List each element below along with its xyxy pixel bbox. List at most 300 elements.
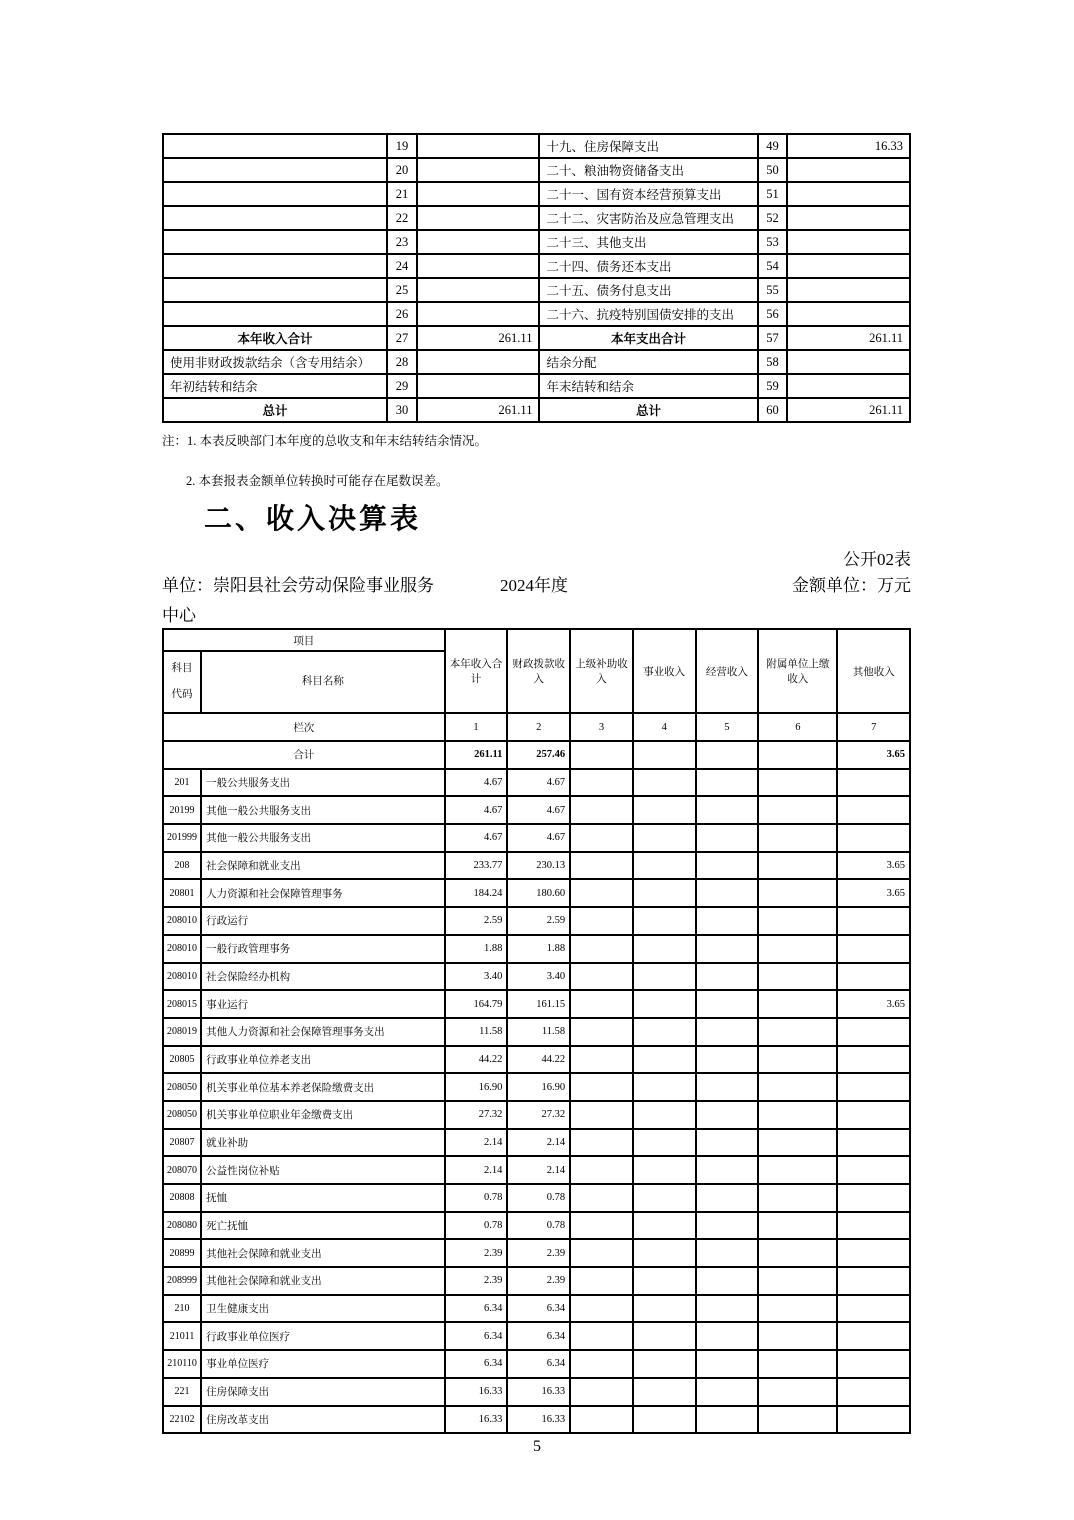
row-number-right: 50 [758, 158, 788, 182]
value-cell: 11.58 [445, 1018, 508, 1046]
row-value-left [417, 182, 540, 206]
value-cell [570, 1239, 633, 1267]
value-cell [570, 1101, 633, 1129]
row-number-left: 23 [387, 230, 417, 254]
row-number-left: 26 [387, 302, 417, 326]
row-label-left: 使用非财政拨款结余（含专用结余） [163, 350, 387, 374]
value-cell: 4.67 [507, 796, 570, 824]
value-cell: 2.14 [445, 1129, 508, 1157]
value-cell [696, 1350, 759, 1378]
row-value-left [417, 302, 540, 326]
value-cell: 0.78 [507, 1212, 570, 1240]
subject-code-cell: 20808 [163, 1184, 201, 1212]
value-cell [633, 1378, 696, 1406]
value-cell [758, 1018, 837, 1046]
value-cell: 2.39 [445, 1239, 508, 1267]
value-cell: 44.22 [445, 1046, 508, 1074]
value-cell [570, 1046, 633, 1074]
value-cell [758, 769, 837, 797]
lanci-num: 2 [507, 713, 570, 741]
row-label-left [163, 182, 387, 206]
value-cell [758, 1156, 837, 1184]
row-label-right: 二十一、国有资本经营预算支出 [539, 182, 757, 206]
value-cell: 0.78 [507, 1184, 570, 1212]
income-row [163, 824, 910, 852]
header-subject-name: 科目名称 [201, 651, 445, 713]
value-cell [570, 1073, 633, 1101]
subject-name-cell: 其他社会保障和就业支出 [201, 1239, 445, 1267]
value-cell [633, 963, 696, 991]
value-cell [570, 796, 633, 824]
value-cell [696, 852, 759, 880]
row-value-right: 261.11 [787, 398, 910, 422]
income-row [163, 796, 910, 824]
value-cell [696, 824, 759, 852]
subject-code-cell: 208050 [163, 1073, 201, 1101]
subject-code-cell: 208019 [163, 1018, 201, 1046]
value-cell [758, 907, 837, 935]
row-label-right: 二十二、灾害防治及应急管理支出 [539, 206, 757, 230]
value-cell [633, 824, 696, 852]
total-value-cell [696, 741, 759, 769]
subject-name-cell: 抚恤 [201, 1184, 445, 1212]
row-number-right: 57 [758, 326, 788, 350]
subject-code-cell: 208080 [163, 1212, 201, 1240]
value-cell: 161.15 [507, 990, 570, 1018]
income-total-row [163, 741, 910, 769]
subject-name-cell: 事业单位医疗 [201, 1350, 445, 1378]
row-label-right: 二十、粮油物资储备支出 [539, 158, 757, 182]
value-cell [837, 963, 910, 991]
table-code-label: 公开02表 [843, 550, 911, 569]
row-value-right [787, 158, 910, 182]
income-row [163, 1129, 910, 1157]
subject-name-cell: 机关事业单位职业年金缴费支出 [201, 1101, 445, 1129]
subject-code-cell: 208010 [163, 907, 201, 935]
value-cell: 2.39 [507, 1239, 570, 1267]
value-cell [837, 796, 910, 824]
subject-name-cell: 人力资源和社会保障管理事务 [201, 879, 445, 907]
row-value-right [787, 182, 910, 206]
value-cell [570, 1129, 633, 1157]
value-cell [837, 935, 910, 963]
subject-code-cell: 20801 [163, 879, 201, 907]
value-cell [696, 769, 759, 797]
value-cell [837, 1350, 910, 1378]
subject-name-cell: 行政事业单位养老支出 [201, 1046, 445, 1074]
income-row [163, 1101, 910, 1129]
row-label-left [163, 302, 387, 326]
value-cell [837, 1322, 910, 1350]
value-cell [696, 1156, 759, 1184]
value-cell [837, 1378, 910, 1406]
value-cell [633, 935, 696, 963]
subject-code-cell: 210 [163, 1295, 201, 1323]
value-cell [696, 963, 759, 991]
value-cell: 3.65 [837, 879, 910, 907]
value-cell: 4.67 [445, 796, 508, 824]
value-cell: 1.88 [507, 935, 570, 963]
income-row [163, 1267, 910, 1295]
value-cell [758, 1406, 837, 1434]
summary-row [163, 182, 910, 206]
value-cell: 0.78 [445, 1184, 508, 1212]
value-cell [633, 1018, 696, 1046]
value-cell [758, 1350, 837, 1378]
total-value-cell: 3.65 [837, 741, 910, 769]
value-cell [837, 1406, 910, 1434]
value-cell [758, 879, 837, 907]
summary-row [163, 398, 910, 422]
income-row [163, 1295, 910, 1323]
row-label-right: 年末结转和结余 [539, 374, 757, 398]
subject-name-cell: 住房改革支出 [201, 1406, 445, 1434]
income-row [163, 769, 910, 797]
value-cell [570, 1322, 633, 1350]
row-label-right: 结余分配 [539, 350, 757, 374]
value-cell [570, 1378, 633, 1406]
header-col-fiscal-appropriation: 财政拨款收入 [507, 629, 570, 713]
income-row [163, 1018, 910, 1046]
income-statement-table [162, 628, 911, 1434]
section-title: 二、收入决算表 [204, 503, 422, 534]
row-label-left: 年初结转和结余 [163, 374, 387, 398]
value-cell: 6.34 [507, 1350, 570, 1378]
year-label: 2024年度 [500, 576, 568, 595]
income-row [163, 879, 910, 907]
row-label-left [163, 206, 387, 230]
value-cell [758, 1295, 837, 1323]
subject-name-cell: 社会保险经办机构 [201, 963, 445, 991]
value-cell [570, 769, 633, 797]
value-cell [837, 1046, 910, 1074]
total-value-cell: 257.46 [507, 741, 570, 769]
subject-code-cell: 201999 [163, 824, 201, 852]
header-col-other-income: 其他收入 [837, 629, 910, 713]
value-cell [633, 1295, 696, 1323]
subject-code-cell: 20899 [163, 1239, 201, 1267]
value-cell: 2.59 [507, 907, 570, 935]
value-cell [758, 796, 837, 824]
value-cell [837, 1129, 910, 1157]
value-cell: 3.40 [507, 963, 570, 991]
value-cell [758, 1046, 837, 1074]
row-number-left: 30 [387, 398, 417, 422]
row-value-right [787, 254, 910, 278]
subject-name-cell: 死亡抚恤 [201, 1212, 445, 1240]
header-project: 项目 [163, 629, 445, 651]
value-cell: 27.32 [507, 1101, 570, 1129]
subject-code-cell: 208015 [163, 990, 201, 1018]
row-value-right [787, 302, 910, 326]
summary-row [163, 206, 910, 230]
row-number-right: 56 [758, 302, 788, 326]
value-cell [570, 1156, 633, 1184]
row-number-right: 53 [758, 230, 788, 254]
row-number-left: 19 [387, 134, 417, 158]
value-cell: 11.58 [507, 1018, 570, 1046]
value-cell [837, 1156, 910, 1184]
subject-code-cell: 208010 [163, 935, 201, 963]
value-cell: 2.59 [445, 907, 508, 935]
value-cell [570, 1267, 633, 1295]
value-cell: 3.65 [837, 990, 910, 1018]
summary-row [163, 134, 910, 158]
income-row [163, 1406, 910, 1434]
value-cell [633, 1073, 696, 1101]
income-row [163, 1073, 910, 1101]
value-cell [570, 852, 633, 880]
value-cell [837, 907, 910, 935]
value-cell [758, 852, 837, 880]
row-label-right: 总计 [539, 398, 757, 422]
subject-name-cell: 其他一般公共服务支出 [201, 824, 445, 852]
row-label-right: 二十五、债务付息支出 [539, 278, 757, 302]
value-cell [696, 1212, 759, 1240]
value-cell [633, 1046, 696, 1074]
total-value-cell: 261.11 [445, 741, 508, 769]
summary-row [163, 350, 910, 374]
subject-code-cell: 208999 [163, 1267, 201, 1295]
income-row [163, 963, 910, 991]
total-row-label: 合计 [163, 741, 445, 769]
value-cell: 1.88 [445, 935, 508, 963]
value-cell: 0.78 [445, 1212, 508, 1240]
row-number-right: 54 [758, 254, 788, 278]
value-cell: 180.60 [507, 879, 570, 907]
header-col-subordinate-remittance: 附属单位上缴收入 [758, 629, 837, 713]
value-cell [837, 1239, 910, 1267]
row-number-left: 20 [387, 158, 417, 182]
value-cell: 16.33 [507, 1378, 570, 1406]
value-cell [633, 769, 696, 797]
value-cell [758, 963, 837, 991]
subject-code-cell: 22102 [163, 1406, 201, 1434]
value-cell [570, 907, 633, 935]
value-cell [758, 1239, 837, 1267]
row-label-left [163, 158, 387, 182]
income-row [163, 935, 910, 963]
value-cell [837, 1018, 910, 1046]
row-value-left [417, 134, 540, 158]
value-cell: 230.13 [507, 852, 570, 880]
value-cell: 6.34 [445, 1295, 508, 1323]
subject-name-cell: 一般公共服务支出 [201, 769, 445, 797]
value-cell [696, 1184, 759, 1212]
summary-row [163, 158, 910, 182]
row-value-left [417, 206, 540, 230]
row-label-left [163, 134, 387, 158]
value-cell: 44.22 [507, 1046, 570, 1074]
value-cell: 4.67 [507, 824, 570, 852]
value-cell: 4.67 [445, 824, 508, 852]
subject-name-cell: 住房保障支出 [201, 1378, 445, 1406]
row-value-left [417, 230, 540, 254]
value-cell [696, 1239, 759, 1267]
value-cell [570, 935, 633, 963]
row-label-left [163, 254, 387, 278]
value-cell: 6.34 [445, 1350, 508, 1378]
row-label-left: 总计 [163, 398, 387, 422]
value-cell: 2.39 [507, 1267, 570, 1295]
value-cell [633, 1212, 696, 1240]
income-row [163, 1322, 910, 1350]
value-cell [633, 1406, 696, 1434]
subject-name-cell: 机关事业单位基本养老保险缴费支出 [201, 1073, 445, 1101]
subject-code-cell: 210110 [163, 1350, 201, 1378]
value-cell [570, 1018, 633, 1046]
value-cell [696, 796, 759, 824]
value-cell [758, 1101, 837, 1129]
value-cell: 4.67 [445, 769, 508, 797]
row-label-right: 本年支出合计 [539, 326, 757, 350]
value-cell [633, 879, 696, 907]
value-cell [633, 1129, 696, 1157]
subject-name-cell: 就业补助 [201, 1129, 445, 1157]
row-number-left: 22 [387, 206, 417, 230]
value-cell: 16.33 [445, 1406, 508, 1434]
lanci-num: 7 [837, 713, 910, 741]
row-number-right: 58 [758, 350, 788, 374]
value-cell [570, 990, 633, 1018]
subject-name-cell: 其他人力资源和社会保障管理事务支出 [201, 1018, 445, 1046]
row-value-right [787, 278, 910, 302]
value-cell [758, 1129, 837, 1157]
value-cell: 3.40 [445, 963, 508, 991]
value-cell: 4.67 [507, 769, 570, 797]
value-cell [758, 1322, 837, 1350]
row-number-right: 60 [758, 398, 788, 422]
value-cell: 2.14 [445, 1156, 508, 1184]
value-cell [837, 1184, 910, 1212]
subject-code-cell: 201 [163, 769, 201, 797]
subject-name-cell: 其他社会保障和就业支出 [201, 1267, 445, 1295]
subject-name-cell: 其他一般公共服务支出 [201, 796, 445, 824]
amount-unit-label: 金额单位：万元 [792, 576, 911, 595]
value-cell [696, 1046, 759, 1074]
lanci-num: 4 [633, 713, 696, 741]
subject-name-cell: 事业运行 [201, 990, 445, 1018]
subject-code-cell: 21011 [163, 1322, 201, 1350]
row-label-left [163, 230, 387, 254]
value-cell [696, 1129, 759, 1157]
value-cell [696, 879, 759, 907]
value-cell [633, 1184, 696, 1212]
header-col-superior-subsidy: 上级补助收入 [570, 629, 633, 713]
row-value-right [787, 350, 910, 374]
value-cell: 2.14 [507, 1156, 570, 1184]
header-col-operating-income: 事业收入 [633, 629, 696, 713]
value-cell: 16.33 [445, 1378, 508, 1406]
value-cell [633, 852, 696, 880]
value-cell [758, 1073, 837, 1101]
summary-row [163, 326, 910, 350]
value-cell [570, 1350, 633, 1378]
value-cell [696, 1295, 759, 1323]
value-cell: 27.32 [445, 1101, 508, 1129]
value-cell: 2.39 [445, 1267, 508, 1295]
row-value-left [417, 278, 540, 302]
subject-code-cell: 221 [163, 1378, 201, 1406]
row-number-left: 28 [387, 350, 417, 374]
value-cell [570, 1295, 633, 1323]
subject-code-cell: 208 [163, 852, 201, 880]
value-cell [633, 1267, 696, 1295]
row-value-left [417, 374, 540, 398]
value-cell: 2.14 [507, 1129, 570, 1157]
value-cell: 6.34 [445, 1322, 508, 1350]
row-label-left [163, 278, 387, 302]
income-row [163, 907, 910, 935]
value-cell [696, 990, 759, 1018]
value-cell [837, 1212, 910, 1240]
subject-code-cell: 208010 [163, 963, 201, 991]
header-subject-code: 科目代码 [163, 651, 201, 713]
subject-code-cell: 208070 [163, 1156, 201, 1184]
income-row [163, 1239, 910, 1267]
row-number-right: 49 [758, 134, 788, 158]
total-value-cell [633, 741, 696, 769]
value-cell [570, 879, 633, 907]
subject-code-cell: 208050 [163, 1101, 201, 1129]
value-cell: 16.90 [507, 1073, 570, 1101]
value-cell [837, 769, 910, 797]
subject-code-cell: 20805 [163, 1046, 201, 1074]
value-cell [837, 824, 910, 852]
value-cell [633, 796, 696, 824]
value-cell [570, 1184, 633, 1212]
value-cell [633, 1101, 696, 1129]
row-number-left: 25 [387, 278, 417, 302]
value-cell [758, 1267, 837, 1295]
value-cell [837, 1073, 910, 1101]
value-cell [570, 824, 633, 852]
value-cell [633, 1322, 696, 1350]
value-cell [696, 935, 759, 963]
value-cell: 16.90 [445, 1073, 508, 1101]
row-value-right [787, 206, 910, 230]
income-row [163, 1156, 910, 1184]
subject-name-cell: 公益性岗位补贴 [201, 1156, 445, 1184]
summary-row [163, 374, 910, 398]
row-value-right: 16.33 [787, 134, 910, 158]
row-value-left [417, 350, 540, 374]
row-label-right: 二十六、抗疫特别国债安排的支出 [539, 302, 757, 326]
income-row [163, 1212, 910, 1240]
value-cell [758, 1184, 837, 1212]
value-cell [696, 1378, 759, 1406]
summary-row [163, 254, 910, 278]
value-cell [696, 1101, 759, 1129]
lanci-num: 6 [758, 713, 837, 741]
row-label-right: 二十四、债务还本支出 [539, 254, 757, 278]
value-cell [633, 1350, 696, 1378]
lanci-num: 5 [696, 713, 759, 741]
value-cell [837, 1101, 910, 1129]
subject-code-cell: 20199 [163, 796, 201, 824]
summary-totals-table [162, 133, 911, 423]
subject-name-cell: 一般行政管理事务 [201, 935, 445, 963]
value-cell [633, 1239, 696, 1267]
value-cell [837, 1267, 910, 1295]
summary-row [163, 230, 910, 254]
header-col-business-income: 经营收入 [696, 629, 759, 713]
value-cell [570, 1406, 633, 1434]
value-cell: 164.79 [445, 990, 508, 1018]
row-number-left: 24 [387, 254, 417, 278]
row-label-right: 二十三、其他支出 [539, 230, 757, 254]
value-cell [570, 1212, 633, 1240]
